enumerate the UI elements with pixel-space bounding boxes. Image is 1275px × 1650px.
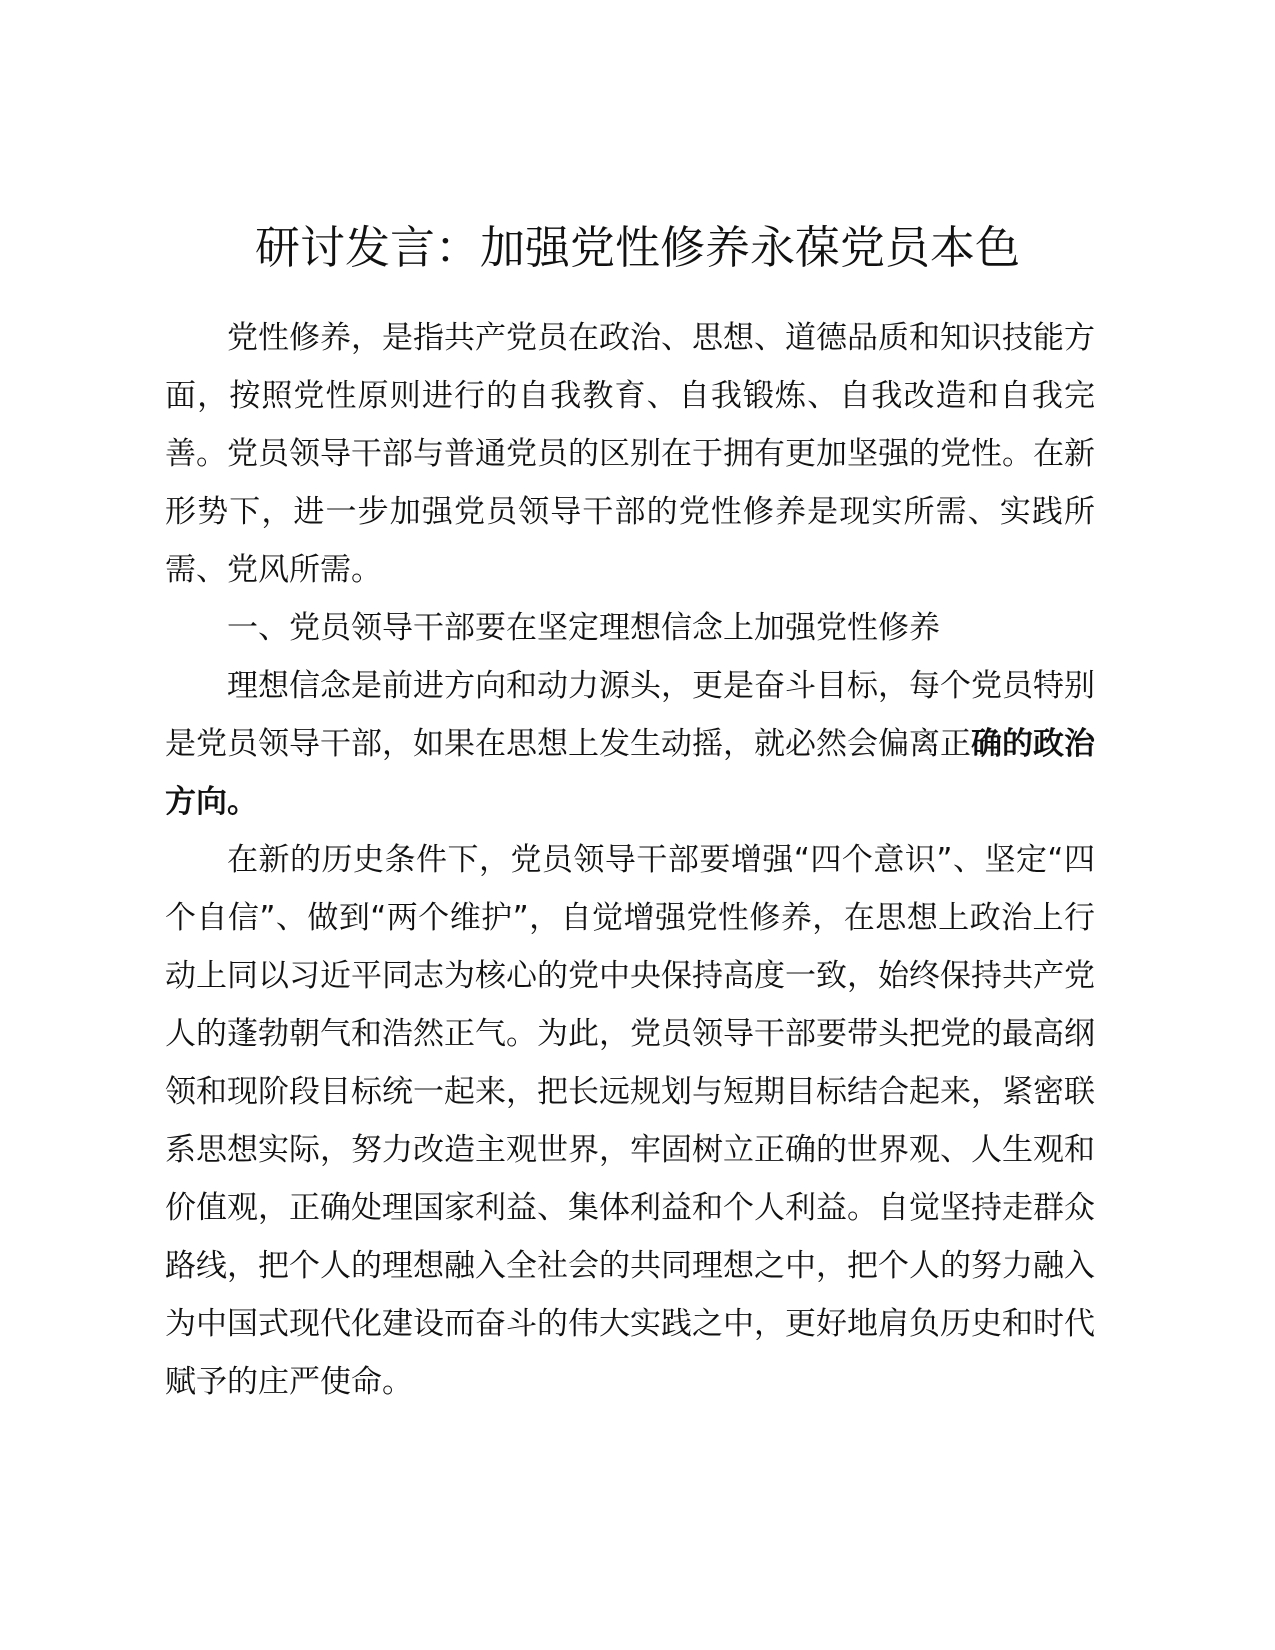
paragraph-intro: 党性修养，是指共产党员在政治、思想、道德品质和知识技能方面，按照党性原则进行的自我教育、自我锻炼、自我改造和自我完善。党员领导干部与普通党员的区别在于拥有更加坚强的党性。在新形势下，进一步加强党员领导干部的党性修养是现实所需、实践所需、党风所需。 (165, 320, 1095, 588)
paragraph-new-conditions: 在新的历史条件下，党员领导干部要增强“四个意识”、坚定“四个自信”、做到“两个维护”，自觉增强党性修养，在思想上政治上行动上同以习近平同志为核心的党中央保持高度一致，始终保持共产党人的蓬勃朝气和浩然正气。为此，党员领导干部要带头把党的最高纲领和现阶段目标统一起来，把长远规划与短期目标结合起来，紧密联系思想实际，努力改造主观世界，牢固树立正确的世界观、人生观和价值观，正确处理国家利益、集体利益和个人利益。自觉坚持走群众路线，把个人的理想融入全社会的共同理想之中，把个人的努力融入为中国式现代化建设而奋斗的伟大实践之中，更好地肩负历史和时代赋予的庄严使命。 (165, 842, 1095, 1400)
section-heading-1: 一、党员领导干部要在坚定理想信念上加强党性修养 (227, 610, 940, 646)
document-title: 研讨发言：加强党性修养永葆党员本色 (254, 221, 1020, 274)
document-body (165, 309, 1095, 1411)
paragraph-ideals-bold-tail: 确的政治方向。 (165, 726, 1095, 820)
paragraph-ideals (165, 657, 1095, 831)
paragraph-ideals-text: 理想信念是前进方向和动力源头，更是奋斗目标，每个党员特别是党员领导干部，如果在思想上发生动摇，就必然会偏离正 (165, 668, 1095, 762)
